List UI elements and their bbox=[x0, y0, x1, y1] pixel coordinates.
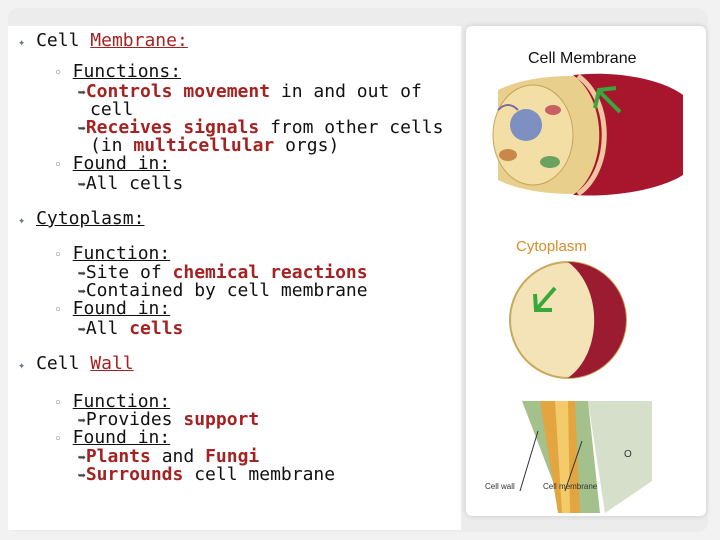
heading-word: Cytoplasm: bbox=[36, 208, 145, 229]
heading-word: Cell bbox=[36, 353, 80, 374]
function-label: Function: bbox=[72, 243, 171, 264]
ring-bullet-icon: ◦ bbox=[54, 303, 62, 318]
found-item-all-cells bbox=[78, 174, 183, 196]
item-highlight: Controls movement bbox=[85, 81, 271, 102]
ring-bullet-icon: ◦ bbox=[54, 158, 62, 173]
item-highlight: multicellular bbox=[133, 135, 275, 156]
sub-bullet-arrow-icon: ➥ bbox=[78, 86, 86, 101]
item-highlight: Receives signals bbox=[85, 117, 260, 138]
item-text: All bbox=[85, 318, 119, 339]
section-heading-cell-wall bbox=[18, 354, 134, 375]
sub-bullet-arrow-icon: ➥ bbox=[78, 285, 86, 300]
sub-bullet-arrow-icon: ➥ bbox=[78, 451, 86, 466]
found-in-label: Found in: bbox=[72, 298, 171, 319]
cell-membrane-caption: Cell Membrane bbox=[528, 50, 637, 67]
cell-wall-label: Cell wall bbox=[485, 482, 515, 491]
cell-wall-label-glyph: O bbox=[624, 449, 632, 460]
item-text: (in bbox=[90, 135, 123, 156]
sub-bullet-arrow-icon: ➥ bbox=[78, 267, 86, 282]
function-label: Function: bbox=[72, 391, 171, 412]
item-highlight: cells bbox=[129, 318, 184, 339]
item-text: All cells bbox=[85, 173, 184, 194]
ring-bullet-icon: ◦ bbox=[54, 66, 62, 81]
ring-bullet-icon: ◦ bbox=[54, 432, 62, 447]
section-heading-cell-membrane bbox=[18, 31, 188, 52]
sub-bullet-arrow-icon: ➥ bbox=[78, 122, 86, 137]
item-highlight: Surrounds bbox=[85, 464, 184, 485]
item-highlight: Plants bbox=[85, 446, 151, 467]
bullet-icon: ✦ bbox=[18, 35, 26, 49]
heading-highlight: Wall bbox=[90, 353, 134, 374]
item-highlight: Fungi bbox=[205, 446, 260, 467]
item-text: Contained by cell membrane bbox=[85, 280, 368, 301]
found-item-all-cells bbox=[78, 319, 183, 341]
item-text: and bbox=[161, 446, 195, 467]
item-text: Provides bbox=[85, 409, 173, 430]
bullet-icon: ✦ bbox=[18, 213, 26, 227]
slide-frame bbox=[8, 8, 708, 532]
cytoplasm-illustration bbox=[503, 258, 643, 388]
item-text: from other cells bbox=[270, 117, 444, 138]
cell-wall-illustration bbox=[480, 401, 652, 513]
cytoplasm-caption: Cytoplasm bbox=[516, 238, 587, 255]
cell-membrane-label: Cell membrane bbox=[543, 482, 598, 491]
sub-bullet-arrow-icon: ➥ bbox=[78, 469, 86, 484]
heading-word: Cell bbox=[36, 30, 80, 51]
section-heading-cytoplasm bbox=[18, 209, 144, 230]
found-in-label: Found in: bbox=[72, 153, 171, 174]
item-surrounds-membrane bbox=[78, 465, 335, 487]
sub-bullet-arrow-icon: ➥ bbox=[78, 414, 86, 429]
cell-membrane-illustration bbox=[478, 70, 688, 200]
functions-label: Functions: bbox=[72, 61, 182, 82]
item-text: orgs) bbox=[285, 135, 340, 156]
item-highlight: support bbox=[183, 409, 260, 430]
item-text: in and out of bbox=[280, 81, 422, 102]
ring-bullet-icon: ◦ bbox=[54, 396, 62, 411]
item-text: cell membrane bbox=[194, 464, 336, 485]
heading-highlight: Membrane: bbox=[90, 30, 188, 51]
item-text: Site of bbox=[85, 262, 162, 283]
sub-bullet-arrow-icon: ➥ bbox=[78, 323, 86, 338]
item-highlight: chemical reactions bbox=[172, 262, 368, 283]
text-panel bbox=[8, 26, 461, 530]
ring-bullet-icon: ◦ bbox=[54, 248, 62, 263]
found-in-label: Found in: bbox=[72, 427, 171, 448]
sub-bullet-arrow-icon: ➥ bbox=[78, 178, 86, 193]
item-continuation: cell bbox=[90, 99, 134, 120]
bullet-icon: ✦ bbox=[18, 358, 26, 372]
